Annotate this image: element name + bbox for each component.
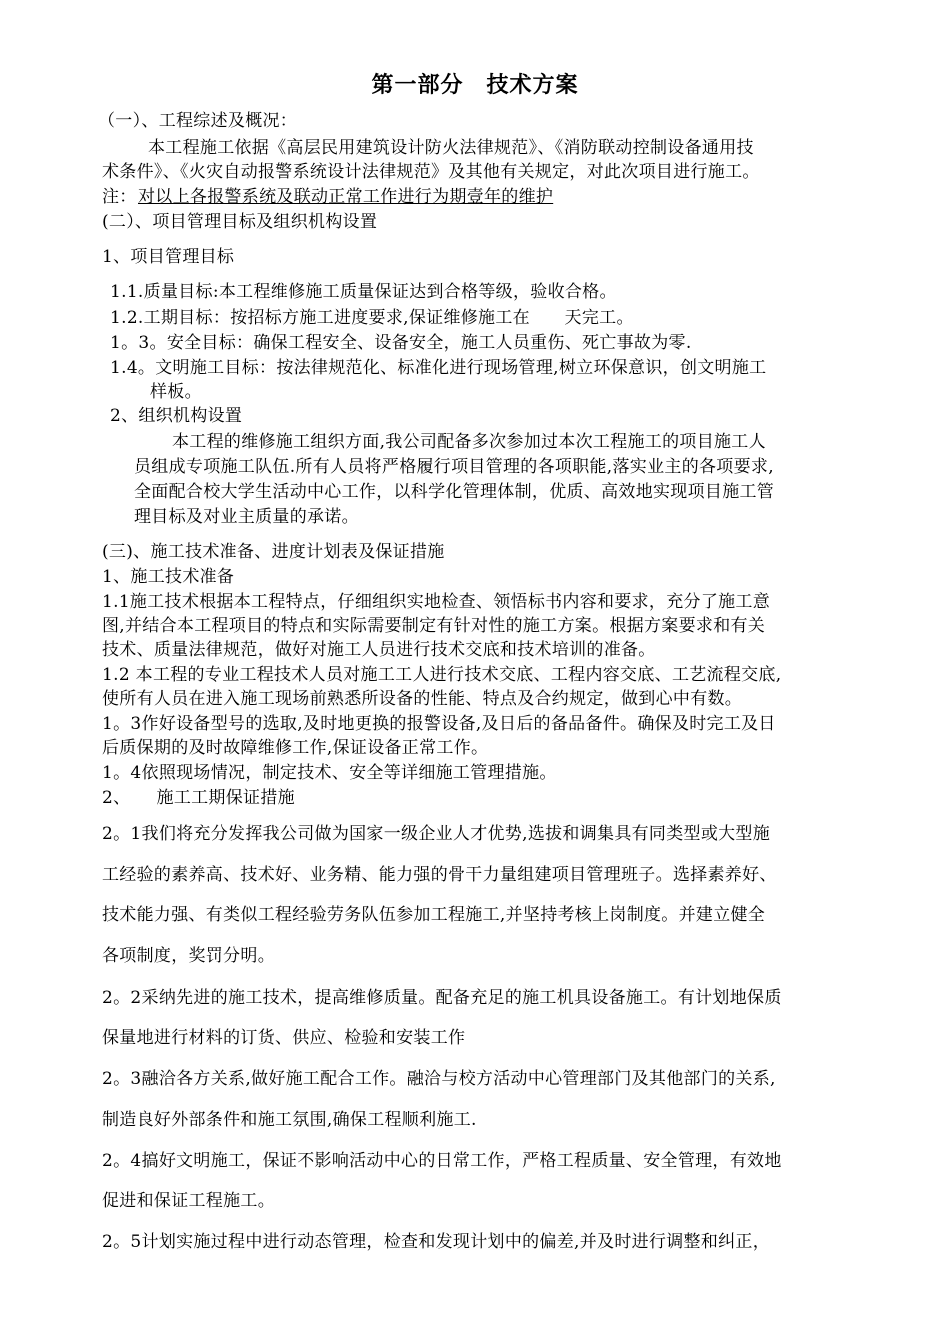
- subsection-heading: 2、 施工工期保证措施: [102, 788, 295, 808]
- paragraph-line: 1。3作好设备型号的选取,及时地更换的报警设备,及日后的备品备件。确保及时完工及日: [102, 714, 776, 734]
- paragraph-line: 2。1我们将充分发挥我公司做为国家一级企业人才优势,选拔和调集具有同类型或大型施: [102, 824, 771, 844]
- list-item: 1.4。文明施工目标：按法律规范化、标准化进行现场管理,树立环保意识，创文明施工: [110, 358, 767, 378]
- paragraph-line: 本工程的维修施工组织方面,我公司配备多次参加过本次工程施工的项目施工人: [172, 432, 766, 452]
- paragraph-line: 工经验的素养高、技术好、业务精、能力强的骨干力量组建项目管理班子。选择素养好、: [102, 865, 777, 885]
- paragraph-line: 后质保期的及时故障维修工作,保证设备正常工作。: [102, 738, 489, 758]
- paragraph-line: 各项制度，奖罚分明。: [102, 946, 275, 966]
- list-item: 1.1.质量目标:本工程维修施工质量保证达到合格等级，验收合格。: [110, 282, 617, 302]
- paragraph-line: 2。4搞好文明施工，保证不影响活动中心的日常工作，严格工程质量、安全管理，有效地: [102, 1151, 782, 1171]
- list-item-continued: 样板。: [150, 382, 202, 402]
- paragraph-line: 2。5计划实施过程中进行动态管理，检查和发现计划中的偏差,并及时进行调整和纠正，: [102, 1232, 771, 1252]
- paragraph-line: 促进和保证工程施工。: [102, 1191, 275, 1211]
- subsection-heading: 1、施工技术准备: [102, 567, 235, 587]
- paragraph-line: 全面配合校大学生活动中心工作，以科学化管理体制，优质、高效地实现项目施工管: [134, 482, 775, 502]
- paragraph-line: 员组成专项施工队伍.所有人员将严格履行项目管理的各项职能,落实业主的各项要求,: [134, 457, 774, 477]
- paragraph-line: 本工程施工依据《高层民用建筑设计防火法律规范》、《消防联动控制设备通用技: [148, 138, 754, 158]
- paragraph-line: 术条件》、《火灾自动报警系统设计法律规范》及其他有关规定，对此次项目进行施工。: [102, 162, 760, 182]
- paragraph-line: 2。3融洽各方关系,做好施工配合工作。融洽与校方活动中心管理部门及其他部门的关系,: [102, 1069, 776, 1089]
- note-label: 注：: [102, 187, 137, 207]
- note-underlined-text: 对以上各报警系统及联动正常工作进行为期壹年的维护: [138, 187, 554, 207]
- subsection-heading: 2、组织机构设置: [110, 406, 243, 426]
- section-heading-3: (三)、施工技术准备、进度计划表及保证措施: [102, 542, 445, 562]
- paragraph-line: 使所有人员在进入施工现场前熟悉所设备的性能、特点及合约规定，做到心中有数。: [102, 689, 743, 709]
- paragraph-line: 2。2采纳先进的施工技术，提高维修质量。配备充足的施工机具设备施工。有计划地保质: [102, 988, 782, 1008]
- section-heading-1: （一）、工程综述及概况：: [98, 111, 298, 131]
- paragraph-line: 技术能力强、有类似工程经验劳务队伍参加工程施工,并坚持考核上岗制度。并建立健全: [102, 905, 766, 925]
- paragraph-line: 图,并结合本工程项目的特点和实际需要制定有针对性的施工方案。根据方案要求和有关: [102, 616, 766, 636]
- paragraph-line: 1。4依照现场情况，制定技术、安全等详细施工管理措施。: [102, 763, 557, 783]
- paragraph-line: 技术、质量法律规范，做好对施工人员进行技术交底和技术培训的准备。: [102, 640, 656, 660]
- subsection-heading: 1、项目管理目标: [102, 247, 235, 267]
- list-item: 1。3。安全目标：确保工程安全、设备安全，施工人员重伤、死亡事故为零.: [110, 333, 692, 353]
- paragraph-line: 制造良好外部条件和施工氛围,确保工程顺利施工.: [102, 1110, 477, 1130]
- paragraph-line: 1.1施工技术根据本工程特点，仔细组织实地检查、领悟标书内容和要求，充分了施工意: [102, 592, 771, 612]
- paragraph-line: 1.2 本工程的专业工程技术人员对施工工人进行技术交底、工程内容交底、工艺流程交底,: [102, 665, 782, 685]
- paragraph-line: 理目标及对业主质量的承诺。: [134, 507, 359, 527]
- paragraph-line: 保量地进行材料的订货、供应、检验和安装工作: [102, 1028, 466, 1048]
- page-title: 第一部分 技术方案: [371, 73, 579, 98]
- section-heading-2: (二）、项目管理目标及组织机构设置: [102, 212, 378, 232]
- list-item: 1.2.工期目标：按招标方施工进度要求,保证维修施工在 天完工。: [110, 308, 634, 328]
